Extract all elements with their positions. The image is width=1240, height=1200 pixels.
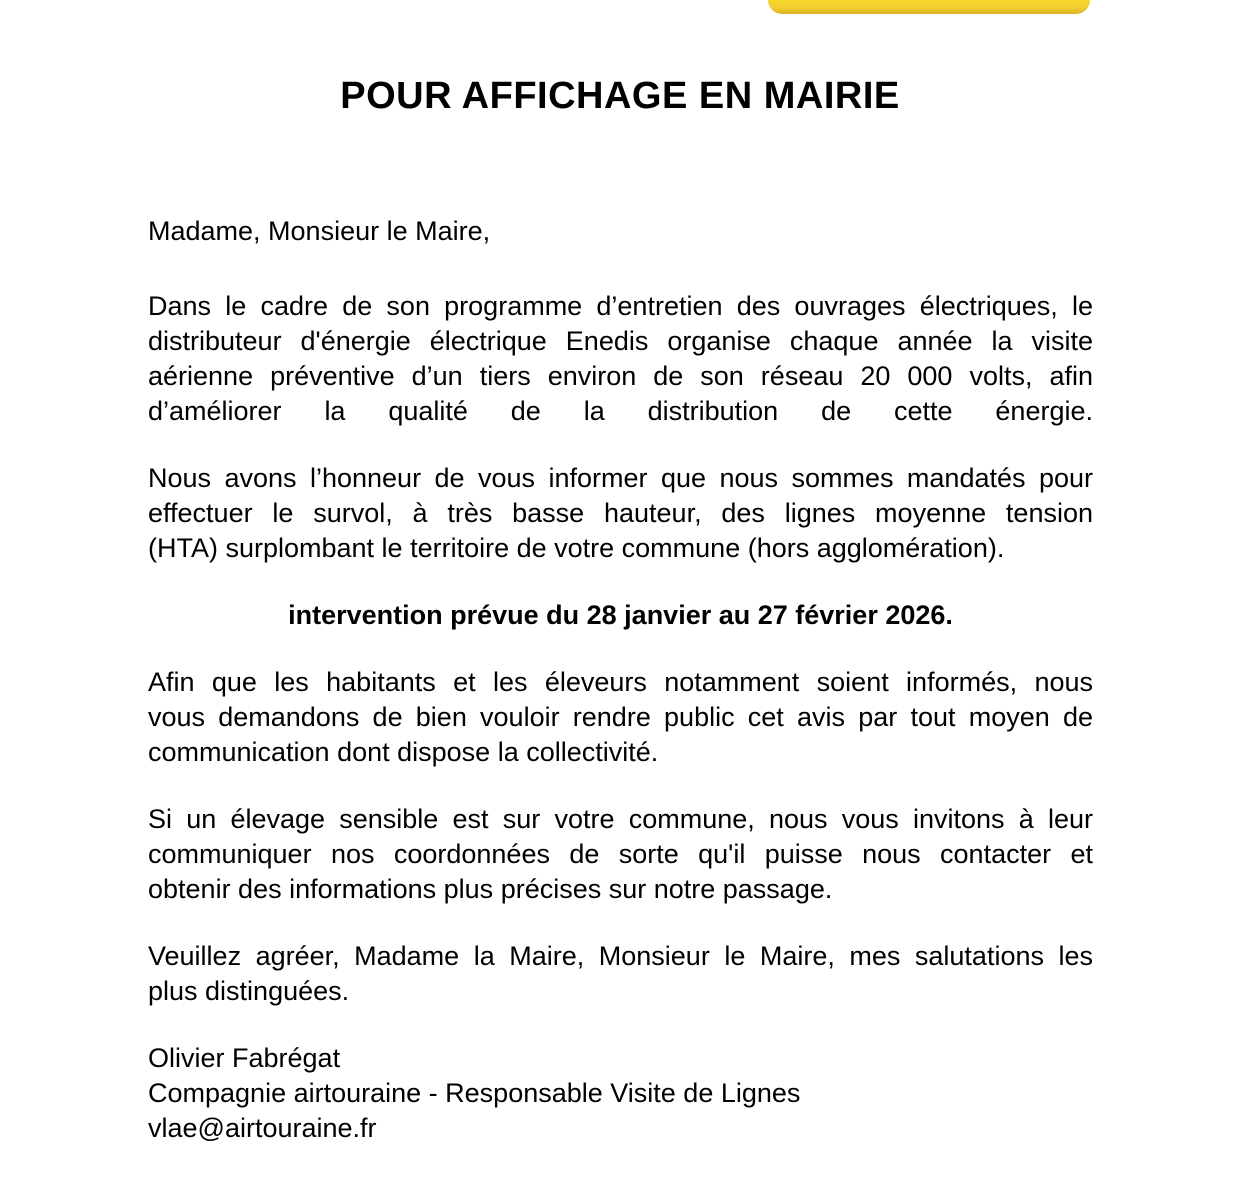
body-paragraph (148, 665, 1093, 770)
signature-email: vlae@airtouraine.fr (148, 1113, 377, 1143)
paragraph-line: aérienne préventive d’un tiers environ de son réseau 20 000 volts, afin (148, 361, 1093, 391)
paragraph-line: Nous avons l’honneur de vous informer que nous sommes mandatés pour (148, 463, 1093, 493)
paragraph-line: Si un élevage sensible est sur votre commune, nous vous invitons à leur (148, 804, 1093, 834)
partial-logo-banner-icon (768, 0, 1090, 14)
paragraph-line: effectuer le survol, à très basse hauteur, des lignes moyenne tension (148, 498, 1093, 528)
salutation-line: Madame, Monsieur le Maire, (148, 216, 491, 246)
paragraph-line: intervention prévue du 28 janvier au 27 février 2026. (288, 600, 953, 630)
page-title: POUR AFFICHAGE EN MAIRIE (340, 75, 900, 117)
body-paragraph (148, 802, 1093, 907)
paragraph-line: Dans le cadre de son programme d’entretien des ouvrages électriques, le (148, 291, 1093, 321)
intervention-dates-line (148, 598, 1093, 633)
paragraph-line: obtenir des informations plus précises sur notre passage. (148, 874, 833, 904)
paragraph-line: communication dont dispose la collectivité. (148, 737, 659, 767)
paragraph-line: communiquer nos coordonnées de sorte qu'il puisse nous contacter et (148, 839, 1093, 869)
body-paragraph (148, 939, 1093, 1009)
body-paragraph (148, 461, 1093, 566)
signature-block (148, 1041, 1093, 1146)
signature-role: Compagnie airtouraine - Responsable Visite de Lignes (148, 1078, 801, 1108)
letter-paragraphs (148, 289, 1093, 1009)
paragraph-line: vous demandons de bien vouloir rendre public cet avis par tout moyen de (148, 702, 1093, 732)
signature-name: Olivier Fabrégat (148, 1043, 341, 1073)
letter-body (148, 214, 1093, 1146)
paragraph-line: distributeur d'énergie électrique Enedis organise chaque année la visite (148, 326, 1093, 356)
paragraph-line: Afin que les habitants et les éleveurs notamment soient informés, nous (148, 667, 1093, 697)
body-paragraph (148, 289, 1093, 429)
paragraph-line: Veuillez agréer, Madame la Maire, Monsieur le Maire, mes salutations les (148, 941, 1093, 971)
paragraph-line: plus distinguées. (148, 976, 350, 1006)
paragraph-line: (HTA) surplombant le territoire de votre commune (hors agglomération). (148, 533, 1005, 563)
paragraph-line: d’améliorer la qualité de la distribution de cette énergie. (148, 396, 1093, 426)
